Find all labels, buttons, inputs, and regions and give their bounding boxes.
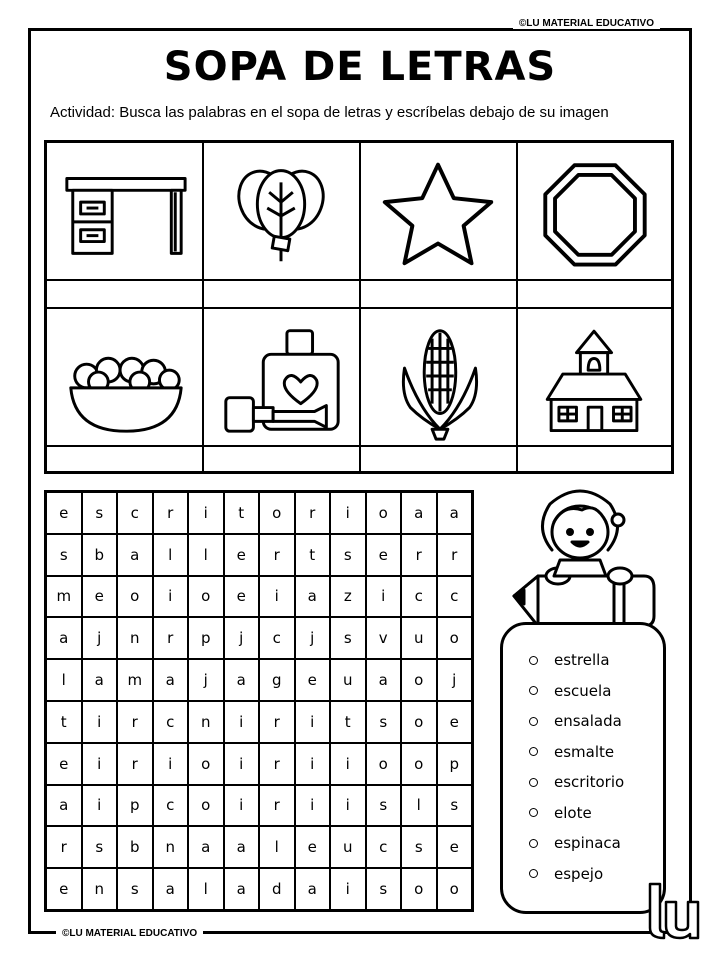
- letter-cell[interactable]: i: [82, 785, 118, 827]
- letter-cell[interactable]: u: [401, 617, 437, 659]
- letter-cell[interactable]: s: [366, 868, 402, 910]
- letter-cell[interactable]: s: [117, 868, 153, 910]
- letter-cell[interactable]: l: [259, 826, 295, 868]
- letter-cell[interactable]: o: [188, 743, 224, 785]
- word-list-item: [529, 865, 603, 883]
- letter-cell[interactable]: e: [295, 659, 331, 701]
- letter-cell[interactable]: l: [401, 785, 437, 827]
- word-label: escuela: [554, 681, 612, 700]
- picture-cell: [203, 142, 360, 280]
- answer-box[interactable]: [517, 446, 672, 472]
- letter-cell[interactable]: m: [117, 659, 153, 701]
- picture-grid: [44, 140, 674, 474]
- word-label: espinaca: [554, 834, 621, 852]
- word-label: espejo: [554, 864, 604, 883]
- letter-cell[interactable]: r: [295, 492, 331, 534]
- letter-cell[interactable]: e: [224, 576, 260, 618]
- letter-cell[interactable]: a: [153, 659, 189, 701]
- letter-cell[interactable]: r: [117, 743, 153, 785]
- letter-cell[interactable]: a: [224, 826, 260, 868]
- instructions: Actividad: Busca las palabras en el sopa de letras y escríbelas debajo de su imagen: [50, 104, 609, 121]
- letter-cell[interactable]: i: [188, 492, 224, 534]
- letter-cell[interactable]: a: [295, 576, 331, 618]
- girl-on-pencil-icon: [494, 478, 666, 630]
- letter-cell[interactable]: r: [401, 534, 437, 576]
- letter-cell[interactable]: e: [46, 492, 82, 534]
- credit-top: ©LU MATERIAL EDUCATIVO: [513, 18, 660, 29]
- answer-box[interactable]: [203, 280, 360, 308]
- letter-cell[interactable]: o: [259, 492, 295, 534]
- letter-cell[interactable]: r: [153, 492, 189, 534]
- letter-cell[interactable]: a: [224, 659, 260, 701]
- letter-cell[interactable]: b: [82, 534, 118, 576]
- letter-cell[interactable]: t: [295, 534, 331, 576]
- letter-cell[interactable]: e: [224, 534, 260, 576]
- letter-cell[interactable]: o: [437, 868, 473, 910]
- letter-cell[interactable]: s: [330, 534, 366, 576]
- word-list-item: [529, 834, 621, 852]
- letter-cell[interactable]: j: [82, 617, 118, 659]
- letter-cell[interactable]: i: [82, 743, 118, 785]
- letter-cell[interactable]: j: [188, 659, 224, 701]
- circle-bullet-icon: [529, 656, 538, 665]
- letter-cell[interactable]: n: [117, 617, 153, 659]
- letter-cell[interactable]: i: [153, 743, 189, 785]
- letter-cell[interactable]: e: [437, 701, 473, 743]
- letter-cell[interactable]: p: [437, 743, 473, 785]
- credit-bottom: ©LU MATERIAL EDUCATIVO: [56, 928, 203, 939]
- word-label: ensalada: [554, 712, 622, 730]
- letter-cell[interactable]: a: [117, 534, 153, 576]
- letter-cell[interactable]: d: [259, 868, 295, 910]
- letter-cell[interactable]: i: [295, 701, 331, 743]
- letter-cell[interactable]: l: [188, 534, 224, 576]
- letter-cell[interactable]: j: [295, 617, 331, 659]
- letter-cell[interactable]: r: [117, 701, 153, 743]
- word-label: escritorio: [554, 773, 625, 791]
- letter-cell[interactable]: l: [188, 868, 224, 910]
- letter-cell[interactable]: a: [46, 785, 82, 827]
- answer-box[interactable]: [517, 280, 672, 308]
- letter-cell[interactable]: a: [224, 868, 260, 910]
- letter-cell[interactable]: s: [437, 785, 473, 827]
- letter-cell[interactable]: c: [437, 576, 473, 618]
- letter-cell[interactable]: c: [153, 785, 189, 827]
- circle-bullet-icon: [529, 839, 538, 848]
- letter-cell[interactable]: c: [259, 617, 295, 659]
- word-label: elote: [554, 803, 592, 822]
- letter-cell[interactable]: e: [46, 868, 82, 910]
- circle-bullet-icon: [529, 747, 538, 756]
- letter-cell[interactable]: o: [401, 743, 437, 785]
- letter-cell[interactable]: i: [330, 868, 366, 910]
- letter-cell[interactable]: r: [259, 743, 295, 785]
- letter-cell[interactable]: t: [224, 492, 260, 534]
- letter-cell[interactable]: e: [437, 826, 473, 868]
- letter-cell[interactable]: u: [330, 659, 366, 701]
- letter-cell[interactable]: o: [366, 492, 402, 534]
- letter-cell[interactable]: m: [46, 576, 82, 618]
- letter-cell[interactable]: r: [46, 826, 82, 868]
- letter-cell[interactable]: i: [224, 743, 260, 785]
- letter-cell[interactable]: r: [437, 534, 473, 576]
- answer-box[interactable]: [46, 446, 203, 472]
- letter-cell[interactable]: o: [366, 743, 402, 785]
- letter-cell[interactable]: a: [188, 826, 224, 868]
- answer-box[interactable]: [360, 280, 517, 308]
- word-list-item: [529, 743, 614, 761]
- letter-cell[interactable]: p: [117, 785, 153, 827]
- letter-cell[interactable]: a: [437, 492, 473, 534]
- letter-cell[interactable]: c: [117, 492, 153, 534]
- letter-cell[interactable]: n: [82, 868, 118, 910]
- word-label: estrella: [554, 651, 610, 669]
- circle-bullet-icon: [529, 869, 538, 878]
- letter-cell[interactable]: r: [259, 701, 295, 743]
- letter-cell[interactable]: s: [366, 785, 402, 827]
- letter-cell[interactable]: b: [117, 826, 153, 868]
- picture-cell: [517, 142, 672, 280]
- word-list-item: [529, 804, 592, 822]
- letter-cell[interactable]: o: [437, 617, 473, 659]
- letter-cell[interactable]: o: [401, 701, 437, 743]
- letter-cell[interactable]: e: [46, 743, 82, 785]
- picture-cell: [46, 142, 203, 280]
- letter-cell[interactable]: a: [295, 868, 331, 910]
- letter-cell[interactable]: r: [259, 785, 295, 827]
- letter-cell[interactable]: i: [366, 576, 402, 618]
- letter-cell[interactable]: s: [82, 826, 118, 868]
- letter-cell[interactable]: i: [224, 785, 260, 827]
- lu-logo: [644, 880, 704, 940]
- letter-cell[interactable]: i: [295, 743, 331, 785]
- letter-cell[interactable]: r: [153, 617, 189, 659]
- word-list-item: [529, 682, 611, 700]
- letter-cell[interactable]: o: [401, 868, 437, 910]
- word-list-item: [529, 773, 624, 791]
- letter-cell[interactable]: j: [224, 617, 260, 659]
- letter-cell[interactable]: o: [401, 659, 437, 701]
- letter-cell[interactable]: e: [82, 576, 118, 618]
- answer-box[interactable]: [360, 446, 517, 472]
- letter-cell[interactable]: i: [224, 701, 260, 743]
- letter-cell[interactable]: p: [188, 617, 224, 659]
- letter-cell[interactable]: s: [82, 492, 118, 534]
- answer-box[interactable]: [203, 446, 360, 472]
- letter-cell[interactable]: o: [117, 576, 153, 618]
- letter-cell[interactable]: s: [330, 617, 366, 659]
- word-list-item: [529, 651, 610, 669]
- letter-cell[interactable]: i: [330, 785, 366, 827]
- letter-cell[interactable]: s: [366, 701, 402, 743]
- letter-cell[interactable]: l: [153, 534, 189, 576]
- letter-cell[interactable]: v: [366, 617, 402, 659]
- letter-cell[interactable]: e: [366, 534, 402, 576]
- letter-cell[interactable]: i: [330, 743, 366, 785]
- circle-bullet-icon: [529, 808, 538, 817]
- letter-cell[interactable]: a: [82, 659, 118, 701]
- letter-cell[interactable]: i: [82, 701, 118, 743]
- picture-cell: [360, 308, 517, 446]
- letter-cell[interactable]: n: [153, 826, 189, 868]
- letter-cell[interactable]: t: [330, 701, 366, 743]
- letter-cell[interactable]: t: [46, 701, 82, 743]
- circle-bullet-icon: [529, 778, 538, 787]
- word-list-panel: [500, 622, 666, 914]
- letter-cell[interactable]: c: [366, 826, 402, 868]
- word-list-item: [529, 712, 622, 730]
- circle-bullet-icon: [529, 686, 538, 695]
- answer-box[interactable]: [46, 280, 203, 308]
- letter-cell[interactable]: n: [188, 701, 224, 743]
- letter-cell[interactable]: c: [153, 701, 189, 743]
- letter-cell[interactable]: a: [46, 617, 82, 659]
- letter-cell[interactable]: i: [153, 576, 189, 618]
- letter-cell[interactable]: i: [330, 492, 366, 534]
- letter-cell[interactable]: s: [401, 826, 437, 868]
- letter-cell[interactable]: r: [259, 534, 295, 576]
- letter-cell[interactable]: a: [401, 492, 437, 534]
- letter-cell[interactable]: i: [295, 785, 331, 827]
- letter-cell[interactable]: a: [153, 868, 189, 910]
- page-title: SOPA DE LETRAS: [163, 44, 557, 90]
- picture-cell: [203, 308, 360, 446]
- letter-cell[interactable]: u: [330, 826, 366, 868]
- word-label: esmalte: [554, 742, 615, 761]
- letter-cell[interactable]: i: [259, 576, 295, 618]
- letter-cell[interactable]: a: [366, 659, 402, 701]
- letter-cell[interactable]: c: [401, 576, 437, 618]
- letter-cell[interactable]: e: [295, 826, 331, 868]
- letter-cell[interactable]: o: [188, 576, 224, 618]
- letter-cell[interactable]: z: [330, 576, 366, 618]
- picture-cell: [46, 308, 203, 446]
- letter-cell[interactable]: s: [46, 534, 82, 576]
- letter-cell[interactable]: l: [46, 659, 82, 701]
- word-search-grid: [44, 490, 474, 912]
- letter-cell[interactable]: o: [188, 785, 224, 827]
- picture-cell: [360, 142, 517, 280]
- letter-cell[interactable]: g: [259, 659, 295, 701]
- picture-cell: [517, 308, 672, 446]
- circle-bullet-icon: [529, 717, 538, 726]
- letter-cell[interactable]: j: [437, 659, 473, 701]
